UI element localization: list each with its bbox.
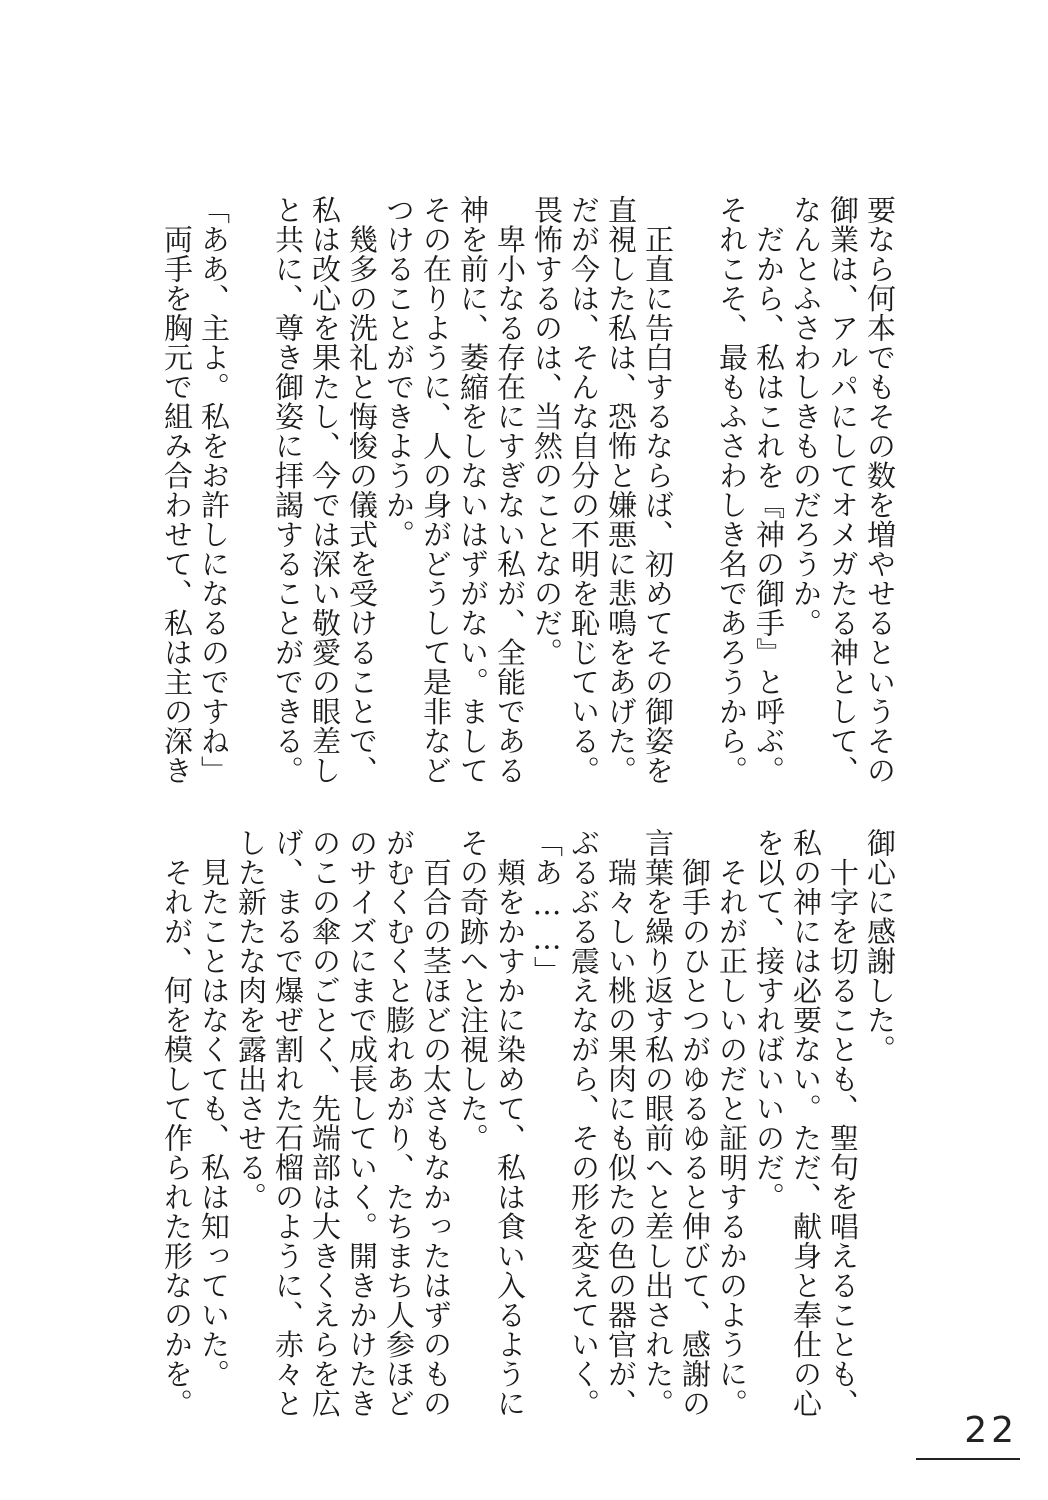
top-text-block	[158, 195, 898, 785]
text-line: 十字を切ることも、聖句を唱えることも、	[826, 828, 860, 1418]
text-line: した新たな肉を露出させる。	[234, 828, 268, 1212]
text-line: 百合の茎ほどの太さもなかったはずのもの	[419, 828, 453, 1418]
page-number-rule	[916, 1458, 1020, 1460]
text-line: 両手を胸元で組み合わせて、私は主の深き	[160, 195, 194, 785]
text-line: 幾多の洗礼と悔悛の儀式を受けることで、	[345, 195, 379, 785]
text-line: 瑞々しい桃の果肉にも似たの色の器官が、	[604, 828, 638, 1418]
text-line: 私は改心を果たし、今では深い敬愛の眼差し	[308, 195, 342, 785]
text-line: のサイズにまで成長していく。開きかけたき	[345, 828, 379, 1418]
text-line: 「あ……」	[530, 828, 564, 986]
text-line: と共に、尊き御姿に拝謁することができる。	[271, 195, 305, 785]
text-line: 私の神には必要ない。ただ、献身と奉仕の心	[789, 828, 823, 1418]
text-line: ぶるぶる震えながら、その形を変えていく。	[567, 828, 601, 1418]
text-line: 正直に告白するならば、初めてその御姿を	[641, 195, 675, 785]
text-line: 卑小なる存在にすぎない私が、全能である	[493, 195, 527, 785]
text-line: 御心に感謝した。	[863, 828, 897, 1064]
text-line: それが正しいのだと証明するかのように。	[715, 828, 749, 1418]
text-line: その在りように、人の身がどうして是非など	[419, 195, 453, 785]
text-line: だから、私はこれを『神の御手』と呼ぶ。	[752, 195, 786, 785]
text-line: それが、何を模して作られた形なのかを。	[160, 828, 194, 1418]
text-line: 言葉を繰り返す私の眼前へと差し出された。	[641, 828, 675, 1418]
text-line: なんとふさわしきものだろうか。	[789, 195, 823, 638]
text-line: その奇跡へと注視した。	[456, 828, 490, 1153]
bottom-text-block	[158, 828, 898, 1418]
text-line: 御手のひとつがゆるゆると伸びて、感謝の	[678, 828, 712, 1418]
text-line: がむくむくと膨れあがり、たちまち人参ほど	[382, 828, 416, 1418]
text-line	[232, 195, 269, 715]
text-line: 頬をかすかに染めて、私は食い入るように	[493, 828, 527, 1418]
page-number: 22	[964, 1410, 1018, 1451]
text-line: つけることができようか。	[382, 195, 416, 549]
text-line: 御業は、アルパにしてオメガたる神として、	[826, 195, 860, 785]
text-line: 要なら何本でもその数を増やせるというその	[863, 195, 897, 785]
text-line: 「ああ、主よ。私をお許しになるのですね」	[197, 195, 231, 785]
text-line: げ、まるで爆ぜ割れた石榴のように、赤々と	[271, 828, 305, 1418]
text-line: を以て、接すればいいのだ。	[752, 828, 786, 1212]
text-line: それこそ、最もふさわしき名であろうから。	[715, 195, 749, 785]
text-line: 直視した私は、恐怖と嫌悪に悲鳴をあげた。	[604, 195, 638, 785]
text-line: のこの傘のごとく、先端部は大きくえらを広	[308, 828, 342, 1418]
text-line: だが今は、そんな自分の不明を恥じている。	[567, 195, 601, 785]
text-line	[676, 195, 713, 715]
text-line: 神を前に、萎縮をしないはずがない。まして	[456, 195, 490, 785]
text-line: 見たことはなくても、私は知っていた。	[197, 828, 231, 1389]
text-line: 畏怖するのは、当然のことなのだ。	[530, 195, 564, 667]
